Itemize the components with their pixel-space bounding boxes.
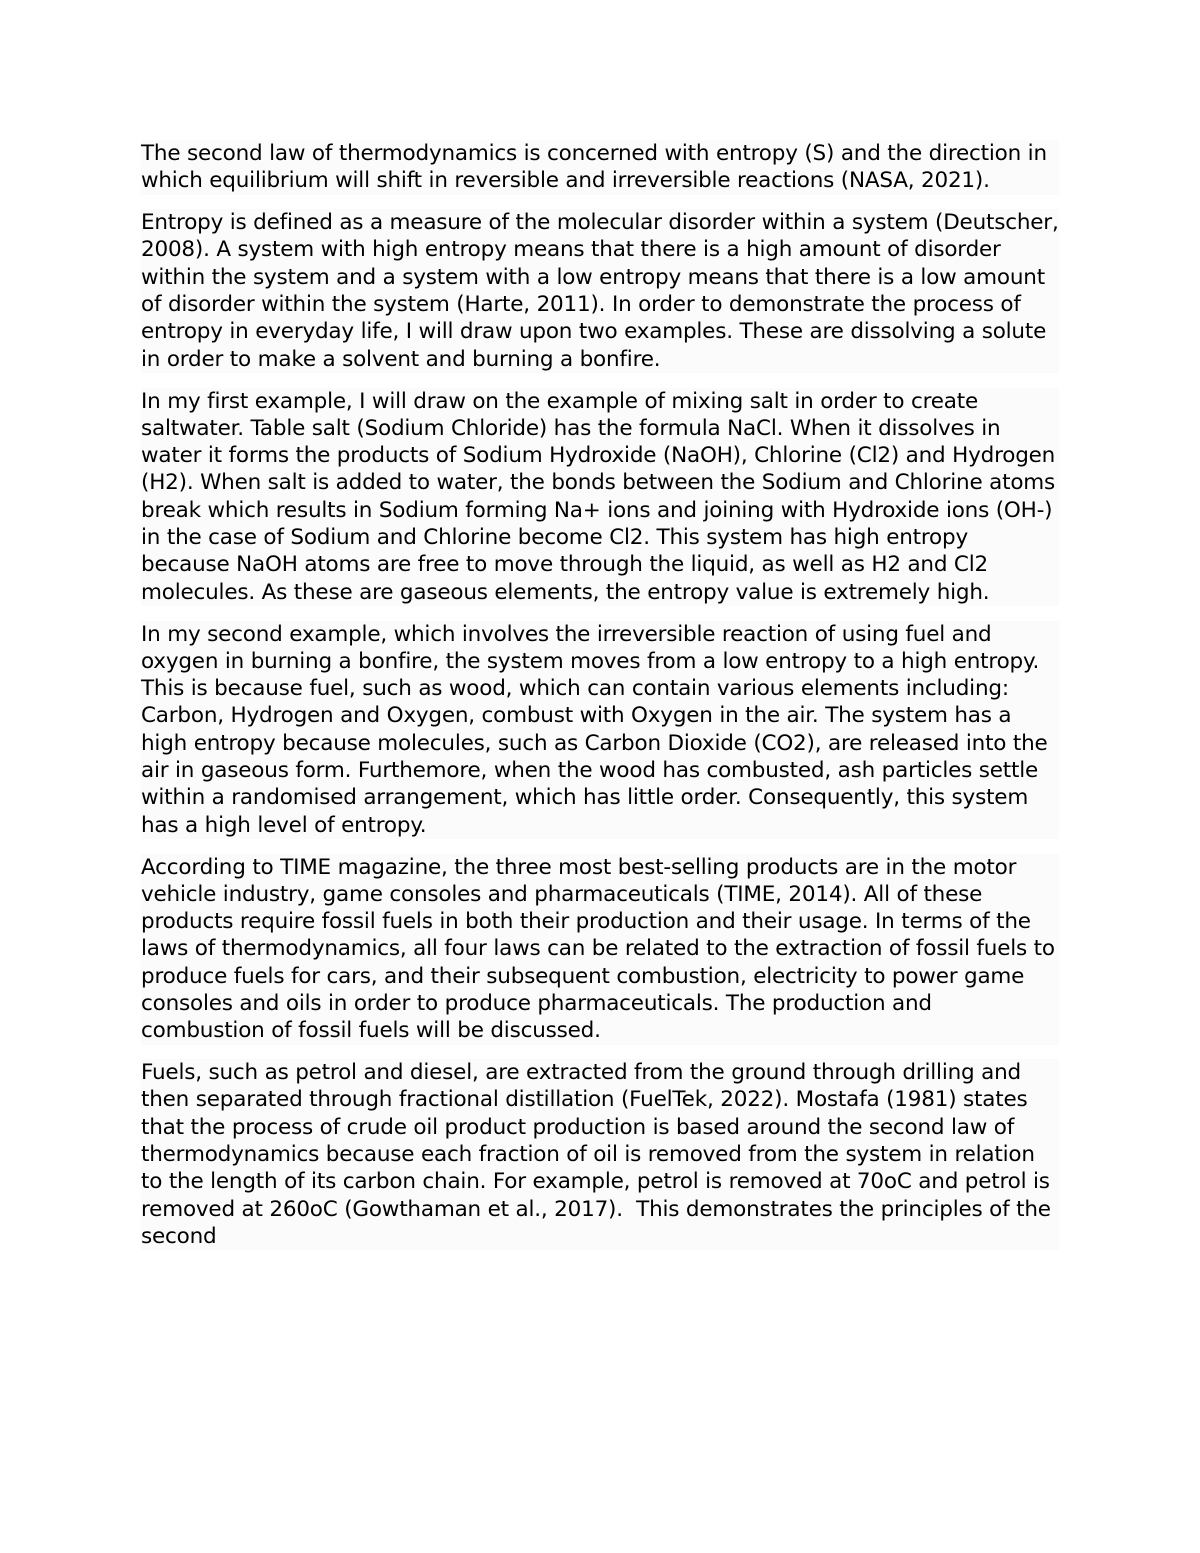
paragraph-bonfire-example: In my second example, which involves the irreversible reaction of using fuel and oxygen in burning a bonfire, the system moves from a low entropy to a high entropy. This is because fuel, such as wood, which can contain various elements including: Carbon, Hydrogen and Oxygen, combust with Oxygen in the air. The system has a high entropy because molecules, such as Carbon Dioxide (CO2), are released into the air in gaseous form. Furthemore, when the wood has combusted, ash particles settle within a randomised arrangement, which has little order. Consequently, this system has a high level of entropy. — [141, 621, 1059, 839]
paragraph-salt-example: In my first example, I will draw on the example of mixing salt in order to create saltwater. Table salt (Sodium Chloride) has the formula NaCl. When it dissolves in water it forms the products of Sodium Hydroxide (NaOH), Chlorine (Cl2) and Hydrogen (H2). When salt is added to water, the bonds between the Sodium and Chlorine atoms break which results in Sodium forming Na+ ions and joining with Hydroxide ions (OH-) in the case of Sodium and Chlorine become Cl2. This system has high entropy because NaOH atoms are free to move through the liquid, as well as H2 and Cl2 molecules. As these are gaseous elements, the entropy value is extremely high. — [141, 388, 1059, 606]
paragraph-best-selling-products: According to TIME magazine, the three most best-selling products are in the motor vehicle industry, game consoles and pharmaceuticals (TIME, 2014). All of these products require fossil fuels in both their production and their usage. In terms of the laws of thermodynamics, all four laws can be related to the extraction of fossil fuels to produce fuels for cars, and their subsequent combustion, electricity to power game consoles and oils in order to produce pharmaceuticals. The production and combustion of fossil fuels will be discussed. — [141, 854, 1059, 1045]
document-body — [141, 140, 1059, 1265]
paragraph-second-law: The second law of thermodynamics is concerned with entropy (S) and the direction in which equilibrium will shift in reversible and irreversible reactions (NASA, 2021). — [141, 140, 1059, 195]
paragraph-fuels-extraction: Fuels, such as petrol and diesel, are extracted from the ground through drilling and then separated through fractional distillation (FuelTek, 2022). Mostafa (1981) states that the process of crude oil product production is based around the second law of thermodynamics because each fraction of oil is removed from the system in relation to the length of its carbon chain. For example, petrol is removed at 70oC and petrol is removed at 260oC (Gowthaman et al., 2017). This demonstrates the principles of the second — [141, 1060, 1058, 1249]
paragraph-entropy-definition: Entropy is defined as a measure of the molecular disorder within a system (Deutscher, 2008). A system with high entropy means that there is a high amount of disorder within the system and a system with a low entropy means that there is a low amount of disorder within the system (Harte, 2011). In order to demonstrate the process of entropy in everyday life, I will draw upon two examples. These are dissolving a solute in order to make a solvent and burning a bonfire. — [141, 210, 1059, 372]
